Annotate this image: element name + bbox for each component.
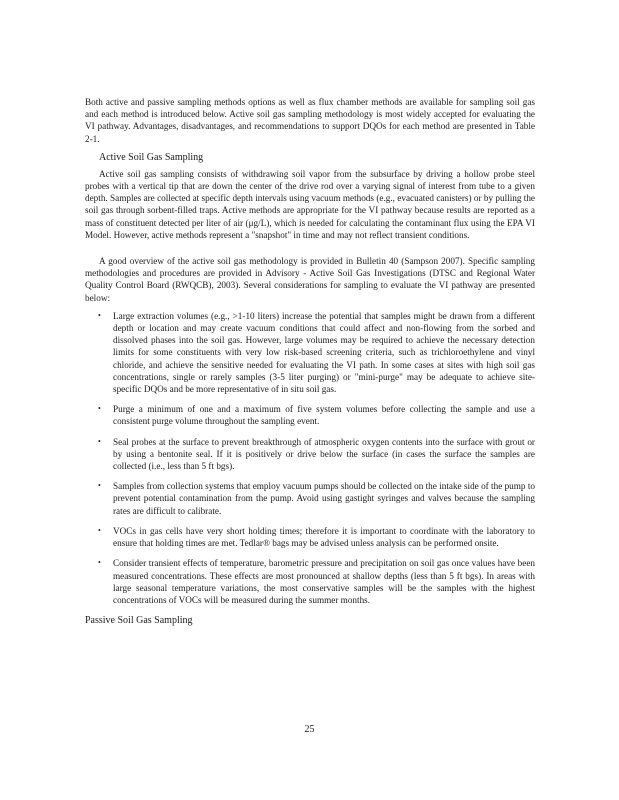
list-item-text: VOCs in gas cells have very short holding times; therefore it is important to coordinate with the laboratory to ensure that holding times are met. Tedlar® bags may be advised unless analysis can be performed onsite. [113,525,535,549]
list-item [98,310,535,395]
list-item-text: Seal probes at the surface to prevent breakthrough of atmospheric oxygen contents into the surface with grout or by using a bentonite seal. If it is positively or drive below the surface (in cases the surface the samples are collected (i.e., less than 5 ft bgs). [113,436,535,472]
bullet-icon: • [98,310,101,320]
bullet-icon: • [98,436,101,446]
list-item-text: Samples from collection systems that employ vacuum pumps should be collected on the intake side of the pump to prevent potential contamination from the pump. Avoid using gastight syringes and valves because the sampling rates are difficult to calibrate. [113,481,535,516]
considerations-list [85,310,535,606]
list-item [98,557,535,606]
intro-paragraph: Both active and passive sampling methods options as well as flux chamber methods are available for sampling soil gas and each method is introduced below. Active soil gas sampling methodology is most widely accepted for evaluating the VI pathway. Advantages, disadvantages, and recommendations to support DQOs for each method are presented in Table 2-1. [85,97,535,144]
bullet-icon: • [98,558,101,568]
active-soil-gas-paragraph: Active soil gas sampling consists of withdrawing soil vapor from the subsurface by driving a hollow probe steel probes with a vertical tip that are down the center of the drive rod over a varying signal of interest from tube to a given depth. Samples are collected at specific depth intervals using vacuum methods (e.g., evacuated canisters) or by pulling the soil gas through sorbent-filled traps. Active methods are appropriate for the VI pathway because results are reported as a mass of constituent detected per liter of air (μg/L), which is needed for calculating the contaminant flux using the EPA VI Model. However, active methods represent a "snapshot" in time and may not reflect transient conditions. [85,168,535,240]
list-item [98,525,535,549]
list-item-text: Large extraction volumes (e.g., >1-10 liters) increase the potential that samples might be drawn from a different depth or location and may create vacuum conditions that could affect and non-flowing from the sorbed and dissolved phases into the soil gas. However, large volumes may be required to achieve the necessary detection limits for some constituents with very low risk-based screening criteria, such as trichloroethylene and vinyl chloride, and achieve the sensitive needed for evaluating the VI path. In some cases at sites with high soil gas concentrations, single or rarely samples (3-5 liter purging) or "mini-purge" may be adequate to achieve site-specific DQOs and be more representative of in situ soil gas. [113,310,535,395]
document-page [85,96,535,627]
list-item [98,403,535,427]
list-item-text: Consider transient effects of temperature, barometric pressure and precipitation on soil gas once values have been measured concentrations. These effects are most pronounced at shallow depths (less than 5 ft bgs). In areas with large seasonal temperature variations, the most conservative samples will be the samples with the highest concentrations of VOCs will be measured during the summer months. [113,558,535,605]
active-overview-paragraph: A good overview of the active soil gas methodology is provided in Bulletin 40 (Sampson 2007). Specific sampling methodologies and procedures are provided in Advisory - Active Soil Gas Investigations (DTSC and Regional Water Quality Control Board (RWQCB), 2003). Several considerations for sampling to evaluate the VI pathway are presented below: [85,256,535,303]
bullet-icon: • [98,525,101,535]
list-item [98,480,535,517]
list-item [98,436,535,473]
active-soil-gas-heading: Active Soil Gas Sampling [99,151,204,163]
passive-soil-gas-heading: Passive Soil Gas Sampling [85,615,193,627]
page-number: 25 [304,724,315,735]
bullet-icon: • [98,404,101,414]
list-item-text: Purge a minimum of one and a maximum of five system volumes before collecting the sample and use a consistent purge volume throughout the sampling event. [113,404,535,427]
bullet-icon: • [98,481,101,491]
